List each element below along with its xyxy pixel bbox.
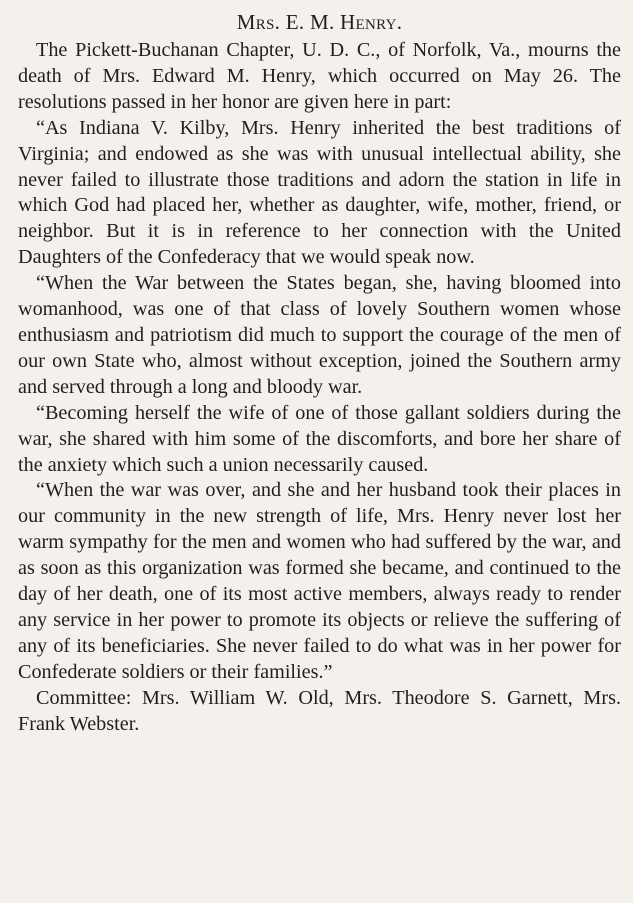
paragraph-heritage: “As Indiana V. Kilby, Mrs. Henry inherited the best traditions of Virginia; and endowed as she was with unusual intellectual ability, she never failed to illustrate those traditions and adorn the station in life in which God had placed her, whether as daughter, wife, mother, friend, or neighbor. But it is in reference to her connection with the United Daughters of the Confederacy that we would speak now. — [18, 116, 621, 269]
paragraph-intro: The Pickett-Buchanan Chapter, U. D. C., of Norfolk, Va., mourns the death of Mrs. Edward M. Henry, which occurred on May 26. The resolutions passed in her honor are given here in part: — [18, 39, 621, 113]
committee-signature: Committee: Mrs. William W. Old, Mrs. Theodore S. Garnett, Mrs. Frank Webster. — [18, 686, 621, 735]
paragraph-after-war: “When the war was over, and she and her husband took their places in our community in the new strength of life, Mrs. Henry never lost her warm sympathy for the men and women who had suffered by the war, and as soon as this organization was formed she became, and continued to the day of her death, one of its most active members, always ready to render any service in her power to promote its objects or relieve the suffering of any of its beneficiaries. She never failed to do what was in her power for Confederate soldiers or their families.” — [18, 479, 621, 683]
paragraph-wife-of-soldier: “Becoming herself the wife of one of those gallant soldiers during the war, she shared with him some of the discomforts, and bore her share of the anxiety which such a union necessarily caused. — [18, 401, 621, 476]
article-body — [18, 38, 621, 737]
paragraph-war-began: “When the War between the States began, she, having bloomed into womanhood, was one of that class of lovely Southern women whose enthusiasm and patriotism did much to support the courage of the men of our own State who, almost without exception, joined the Southern army and served through a long and bloody war. — [18, 272, 621, 398]
article-title: Mrs. E. M. Henry. — [236, 10, 403, 34]
